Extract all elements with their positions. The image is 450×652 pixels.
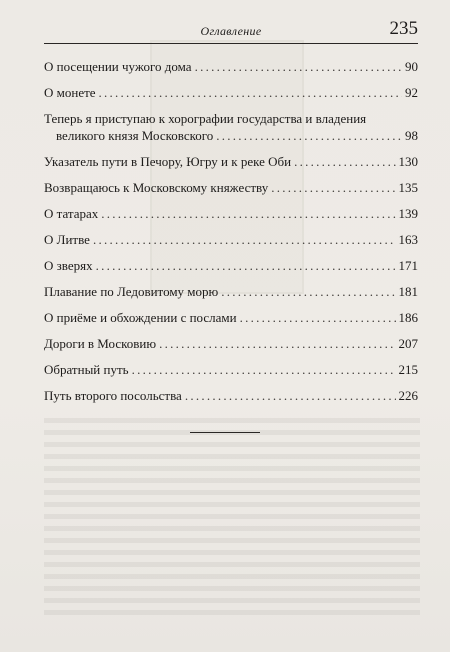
toc-entry-title: Указатель пути в Печору, Югру и к реке Оби [44,154,292,169]
toc-entry-title: Путь второго посольства [44,388,182,403]
dot-leader [195,58,402,75]
toc-entry [44,231,418,248]
toc-entry-title: О Литве [44,232,90,247]
dot-leader [96,257,396,274]
toc-entry-page: 130 [398,154,418,169]
toc-entry-page: 90 [405,59,418,74]
toc-entry-title: Обратный путь [44,362,129,377]
toc-entry [44,361,418,378]
toc-entry [44,110,418,144]
toc-entry-title: О приёме и обхождении с послами [44,310,237,325]
dot-leader [294,153,395,170]
toc-entry [44,205,418,222]
toc-entry [44,153,418,170]
dot-leader [221,283,395,300]
toc-entry-title: Возвращаюсь к Московскому княжеству [44,180,269,195]
dot-leader [99,84,402,101]
toc-entry-title: О татарах [44,206,99,221]
running-header-title: Оглавление [200,24,262,38]
toc-entry [44,257,418,274]
toc-entry [44,283,418,300]
toc-entry-page: 181 [398,284,418,299]
toc-entry-title: О монете [44,85,96,100]
table-of-contents [44,58,418,404]
toc-entry-page: 215 [398,362,418,377]
toc-entry-page: 163 [398,232,418,247]
toc-entry [44,309,418,326]
toc-entry [44,58,418,75]
toc-entry-title: Дороги в Московию [44,336,157,351]
toc-entry-title-line1: Теперь я приступаю к хорографии государства и владения [44,111,367,126]
toc-entry-page: 207 [398,336,418,351]
dot-leader [271,179,395,196]
toc-entry-page: 98 [405,128,418,143]
toc-entry-title: великого князя Московского [56,128,214,143]
toc-entry-title: О зверях [44,258,93,273]
toc-entry [44,335,418,352]
dot-leader [185,387,396,404]
toc-entry-page: 139 [398,206,418,221]
toc-entry-page: 171 [398,258,418,273]
dot-leader [93,231,396,248]
toc-entry-title: О посещении чужого дома [44,59,192,74]
dot-leader [132,361,396,378]
running-header [44,20,418,42]
dot-leader [101,205,395,222]
closing-rule [190,432,260,433]
toc-entry-title: Плавание по Ледовитому морю [44,284,219,299]
dot-leader [216,127,402,144]
toc-entry-page: 186 [398,310,418,325]
toc-entry [44,387,418,404]
dot-leader [240,309,396,326]
header-rule [44,43,418,44]
page-number: 235 [389,18,418,39]
toc-entry [44,84,418,101]
toc-entry-page: 92 [405,85,418,100]
show-through-text-block [44,418,420,618]
toc-entry-page: 135 [398,180,418,195]
toc-entry-page: 226 [398,388,418,403]
toc-entry [44,179,418,196]
dot-leader [159,335,395,352]
